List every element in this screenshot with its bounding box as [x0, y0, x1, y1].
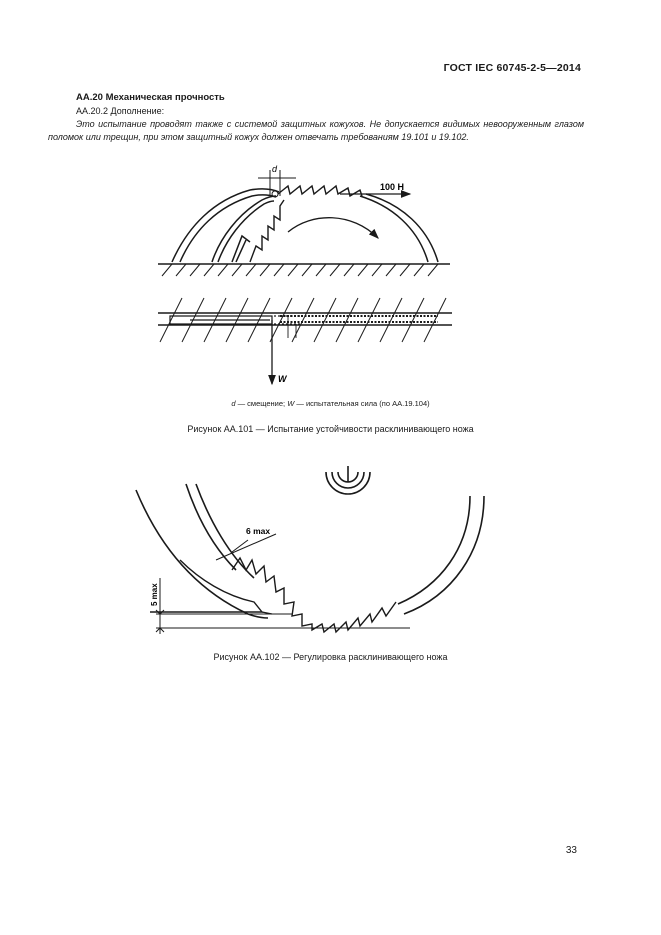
hatch-line: [270, 298, 292, 342]
gap-label: 6 max: [246, 526, 271, 536]
page-number: 33: [565, 845, 577, 856]
rotation-arrow: [288, 218, 378, 238]
height-label: 5 max: [150, 583, 159, 606]
hatch-line: [218, 264, 228, 276]
hatch-line: [160, 298, 182, 342]
legend-w-text: — испытательная сила (по АА.19.104): [294, 399, 430, 408]
lower-d-dimension: [288, 316, 296, 338]
hatch-line: [414, 264, 424, 276]
hatch-line: [302, 264, 312, 276]
figure-aa101-legend: [0, 399, 661, 408]
hatch-line: [424, 298, 446, 342]
hatch-line: [274, 264, 284, 276]
table-plate: [158, 313, 452, 325]
legend-d-symbol: d: [231, 399, 236, 408]
hatch-line: [190, 264, 200, 276]
rotation-symbol: [326, 466, 370, 494]
legend-d-text: — смещение;: [235, 399, 288, 408]
hatch-line: [288, 264, 298, 276]
hatch-line: [162, 264, 172, 276]
hatch-line: [344, 264, 354, 276]
hatch-line: [246, 264, 256, 276]
ground-hatching: [162, 264, 438, 276]
paragraph-text: Это испытание проводят также с системой защитных кожухов. Не допускается видимых невооруженным глазом поломок или трещин, при этом защитный кожух должен отвечать требованиям 19.101 и 19.102.: [48, 119, 584, 142]
hatch-line: [386, 264, 396, 276]
hatch-line: [380, 298, 402, 342]
hatch-line: [358, 298, 380, 342]
section-heading: АА.20 Механическая прочность: [76, 92, 225, 103]
w-label: W: [278, 374, 287, 384]
riving-knife-profile: [250, 200, 284, 262]
hatch-line: [330, 264, 340, 276]
force-label: 100 Н: [380, 182, 405, 192]
hatch-line: [292, 298, 314, 342]
hatch-line: [358, 264, 368, 276]
hatch-line: [316, 264, 326, 276]
standard-designation: ГОСТ IEC 60745-2-5—2014: [443, 62, 581, 74]
subsection-heading: АА.20.2 Дополнение:: [76, 106, 165, 116]
d-label: d: [272, 164, 278, 174]
hatch-line: [314, 298, 336, 342]
hatch-line: [372, 264, 382, 276]
hatch-line: [204, 264, 214, 276]
figure-aa102-caption: Рисунок АА.102 — Регулировка расклинивающего ножа: [213, 652, 448, 662]
hatch-line: [232, 264, 242, 276]
figure-aa101-caption: Рисунок АА.101 — Испытание устойчивости расклинивающего ножа: [187, 424, 474, 434]
figure-aa102-drawing: [136, 466, 484, 634]
hatch-line: [176, 264, 186, 276]
hatch-line: [428, 264, 438, 276]
hatch-line: [336, 298, 358, 342]
hatch-line: [400, 264, 410, 276]
hatch-line: [402, 298, 424, 342]
saw-blade-outline: [172, 189, 438, 262]
legend-w-symbol: W: [287, 399, 295, 408]
hatch-line: [260, 264, 270, 276]
